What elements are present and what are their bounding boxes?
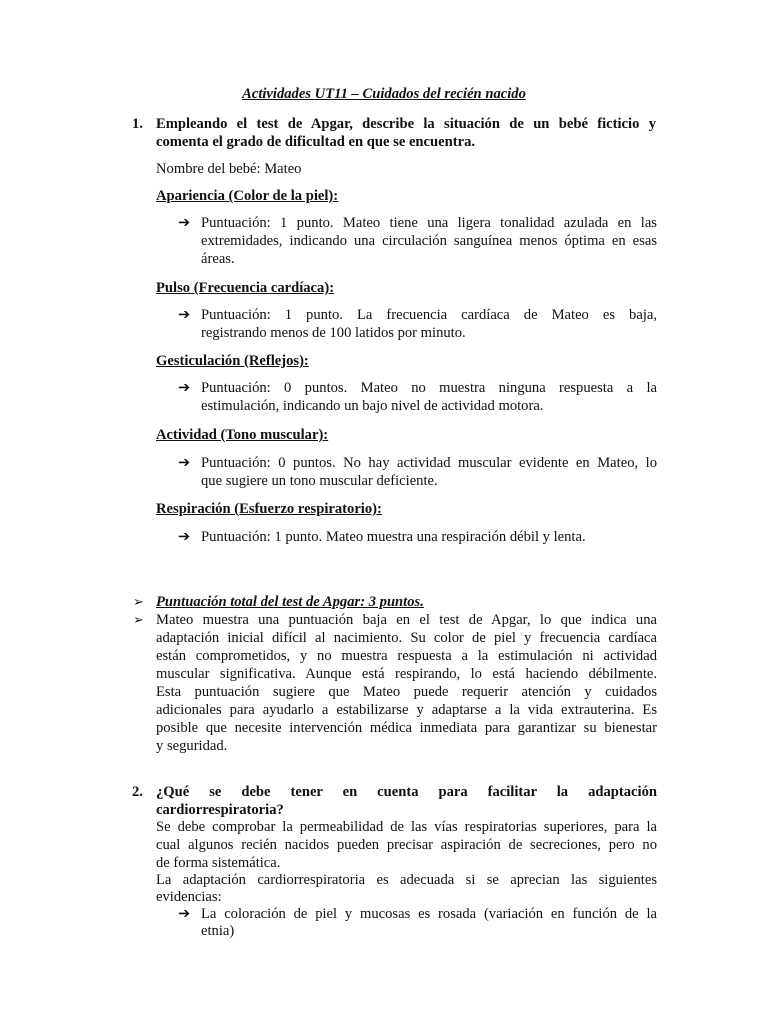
answer-2-bullet-line-2: etnia) <box>201 923 235 939</box>
question-1-text-line-1: Empleando el test de Apgar, describe la situación de un bebé ficticio y <box>156 116 656 132</box>
arrow-bullet-icon: ➔ <box>178 380 191 396</box>
section-heading-apariencia: Apariencia (Color de la piel): <box>156 188 339 204</box>
arrow-bullet-icon: ➔ <box>178 906 191 922</box>
summary-line-2: adaptación inicial difícil al nacimiento. Su color de piel y frecuencia cardíaca <box>156 630 657 646</box>
answer-2-para-2-line-1: La adaptación cardiorrespiratoria es adecuada si se aprecian las siguientes <box>156 872 657 888</box>
question-2-number: 2. <box>132 784 143 800</box>
chevron-bullet-icon: ➢ <box>133 594 144 609</box>
respiracion-line-1: Puntuación: 1 punto. Mateo muestra una respiración débil y lenta. <box>201 529 586 545</box>
section-heading-pulso: Pulso (Frecuencia cardíaca): <box>156 280 335 296</box>
pulso-line-2: registrando menos de 100 latidos por minuto. <box>201 325 466 341</box>
summary-line-7: posible que necesite intervención médica inmediata para garantizar su bienestar <box>156 720 657 736</box>
answer-2-para-1-line-1: Se debe comprobar la permeabilidad de las vías respiratorias superiores, para la <box>156 819 657 835</box>
summary-line-5: Esta puntuación sugiere que Mateo puede requerir atención y cuidados <box>156 684 657 700</box>
section-heading-gesticulacion: Gesticulación (Reflejos): <box>156 353 309 369</box>
question-2-text-line-1: ¿Qué se debe tener en cuenta para facilitar la adaptación <box>156 784 657 800</box>
actividad-line-1: Puntuación: 0 puntos. No hay actividad muscular evidente en Mateo, lo <box>201 455 657 471</box>
answer-2-para-1-line-2: cual algunos recién nacidos pueden precisar aspiración de secreciones, pero no <box>156 837 657 853</box>
arrow-bullet-icon: ➔ <box>178 455 191 471</box>
apgar-total-score: Puntuación total del test de Apgar: 3 puntos. <box>156 594 424 610</box>
answer-2-bullet-line-1: La coloración de piel y mucosas es rosada (variación en función de la <box>201 906 657 922</box>
baby-name: Nombre del bebé: Mateo <box>156 161 302 177</box>
section-heading-actividad: Actividad (Tono muscular): <box>156 427 329 443</box>
section-heading-respiracion: Respiración (Esfuerzo respiratorio): <box>156 501 382 517</box>
actividad-line-2: que sugiere un tono muscular deficiente. <box>201 473 438 489</box>
arrow-bullet-icon: ➔ <box>178 529 191 545</box>
summary-line-8: y seguridad. <box>156 738 228 754</box>
apariencia-line-1: Puntuación: 1 punto. Mateo tiene una ligera tonalidad azulada en las <box>201 215 657 231</box>
answer-2-para-1-line-3: de forma sistemática. <box>156 855 281 871</box>
question-1-number: 1. <box>132 116 143 132</box>
document-title: Actividades UT11 – Cuidados del recién nacido <box>242 86 526 102</box>
summary-line-3: están comprometidos, y no muestra respuesta a la estimulación ni actividad <box>156 648 657 664</box>
gesticulacion-line-2: estimulación, indicando un bajo nivel de actividad motora. <box>201 398 544 414</box>
arrow-bullet-icon: ➔ <box>178 215 191 231</box>
summary-line-1: Mateo muestra una puntuación baja en el test de Apgar, lo que indica una <box>156 612 657 628</box>
summary-line-6: adicionales para ayudarlo a estabilizarse y adaptarse a la vida extrauterina. Es <box>156 702 657 718</box>
pulso-line-1: Puntuación: 1 punto. La frecuencia cardíaca de Mateo es baja, <box>201 307 657 323</box>
chevron-bullet-icon: ➢ <box>133 612 144 627</box>
question-2-text-line-2: cardiorrespiratoria? <box>156 802 284 818</box>
arrow-bullet-icon: ➔ <box>178 307 191 323</box>
answer-2-para-2-line-2: evidencias: <box>156 889 222 905</box>
apariencia-line-2: extremidades, indicando una circulación sanguínea menos óptima en esas <box>201 233 657 249</box>
gesticulacion-line-1: Puntuación: 0 puntos. Mateo no muestra ninguna respuesta a la <box>201 380 657 396</box>
summary-line-4: muscular significativa. Aunque está respirando, lo está haciendo débilmente. <box>156 666 657 682</box>
apariencia-line-3: áreas. <box>201 251 235 267</box>
question-1-text-line-2: comenta el grado de dificultad en que se encuentra. <box>156 134 476 150</box>
